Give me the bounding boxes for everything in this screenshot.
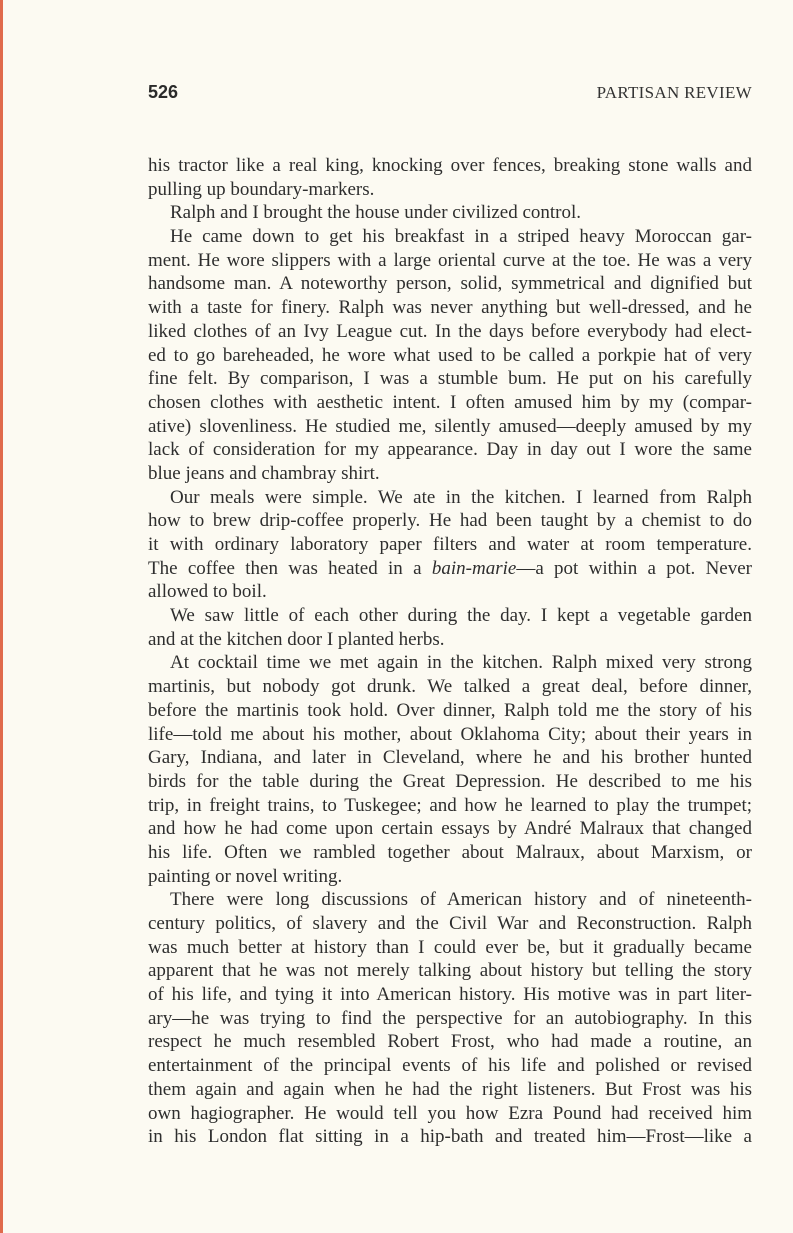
text-segment: lack of consideration for my appearance. Day in day out I wore the same (148, 439, 752, 461)
text-line (148, 249, 752, 273)
text-line (148, 1007, 752, 1031)
text-segment: his life. Often we rambled together about Malraux, about Marxism, or (148, 841, 752, 863)
text-line (148, 959, 752, 983)
text-segment: life—told me about his mother, about Oklahoma City; about their years in (148, 723, 752, 745)
text-line (148, 1125, 752, 1149)
text-segment: blue jeans and chambray shirt. (148, 462, 380, 484)
text-line (148, 936, 752, 960)
body-text (148, 154, 752, 1149)
text-segment: —a pot within a pot. Never (516, 557, 752, 579)
text-line (148, 746, 752, 770)
text-segment: and how he had come upon certain essays by André Malraux that changed (148, 818, 752, 840)
text-line (148, 817, 752, 841)
text-segment: it with ordinary laboratory paper filters and water at room temperature. (148, 534, 752, 555)
text-line (148, 888, 752, 912)
text-line (148, 225, 752, 249)
text-line (148, 1102, 752, 1126)
italic-term: bain-marie (431, 557, 517, 579)
text-segment: He came down to get his breakfast in a striped heavy Moroccan gar- (170, 226, 752, 248)
text-segment: ment. He wore slippers with a large oriental curve at the toe. He was a very (148, 249, 752, 271)
text-segment: his tractor like a real king, knocking over fences, breaking stone walls and (148, 155, 752, 176)
text-segment: Gary, Indiana, and later in Cleveland, where he and his brother hunted (148, 747, 752, 769)
text-segment: There were long discussions of American history and of nineteenth- (170, 889, 752, 911)
text-line (148, 178, 752, 202)
text-segment: century politics, of slavery and the Civil War and Reconstruction. Ralph (148, 913, 752, 934)
text-segment: At cocktail time we met again in the kitchen. Ralph mixed very strong (170, 652, 752, 674)
text-segment: liked clothes of an Ivy League cut. In the days before everybody had elect- (148, 320, 752, 342)
text-segment: ative) slovenliness. He studied me, silently amused—deeply amused by my (148, 415, 752, 437)
page-header (148, 82, 752, 108)
running-head: PARTISAN REVIEW (596, 83, 752, 102)
text-line (148, 865, 752, 889)
text-line (148, 344, 752, 368)
text-segment: was much better at history than I could ever be, but it gradually became (148, 936, 752, 958)
text-line (148, 912, 752, 936)
text-line (148, 604, 752, 628)
text-line (148, 675, 752, 699)
text-line (148, 154, 752, 178)
text-segment: apparent that he was not merely talking about history but telling the story (148, 960, 752, 982)
text-segment: before the martinis took hold. Over dinner, Ralph told me the story of his (148, 699, 752, 721)
text-segment: allowed to boil. (148, 581, 267, 603)
text-line (148, 1054, 752, 1078)
text-line (148, 533, 752, 557)
text-segment: in his London flat sitting in a hip-bath and treated him—Frost—like a (148, 1126, 752, 1148)
text-segment: trip, in freight trains, to Tuskegee; and how he learned to play the trumpet; (148, 794, 752, 816)
text-line (148, 486, 752, 510)
text-segment: respect he much resembled Robert Frost, who had made a routine, an (148, 1031, 752, 1053)
text-line (148, 391, 752, 415)
text-line (148, 272, 752, 296)
text-segment: them again and again when he had the right listeners. But Frost was his (148, 1078, 752, 1100)
text-segment: Our meals were simple. We ate in the kitchen. I learned from Ralph (170, 486, 752, 508)
text-segment: ed to go bareheaded, he wore what used to be called a porkpie hat of very (148, 344, 752, 366)
text-segment: birds for the table during the Great Depression. He described to me his (148, 770, 752, 792)
text-segment: pulling up boundary-markers. (148, 178, 375, 200)
page-number: 526 (148, 82, 179, 102)
text-segment: The coffee then was heated in a (148, 557, 432, 579)
text-line (148, 699, 752, 723)
text-line (148, 723, 752, 747)
text-line (148, 794, 752, 818)
text-line (148, 296, 752, 320)
text-line (148, 983, 752, 1007)
text-segment: fine felt. By comparison, I was a stumble bum. He put on his carefully (148, 368, 752, 390)
text-line (148, 415, 752, 439)
text-line (148, 201, 752, 225)
text-segment: own hagiographer. He would tell you how Ezra Pound had received him (148, 1102, 752, 1124)
text-segment: and at the kitchen door I planted herbs. (148, 628, 445, 650)
text-segment: handsome man. A noteworthy person, solid, symmetrical and dignified but (148, 273, 752, 295)
text-segment: painting or novel writing. (148, 865, 343, 887)
text-segment: of his life, and tying it into American history. His motive was in part liter- (148, 984, 752, 1006)
text-line (148, 841, 752, 865)
text-line (148, 367, 752, 391)
text-segment: with a taste for finery. Ralph was never anything but well-dressed, and he (148, 297, 752, 319)
text-line (148, 770, 752, 794)
text-line (148, 557, 752, 581)
text-segment: Ralph and I brought the house under civilized control. (170, 202, 582, 224)
text-segment: chosen clothes with aesthetic intent. I often amused him by my (compar- (148, 391, 752, 413)
text-line (148, 651, 752, 675)
text-line (148, 580, 752, 604)
text-line (148, 628, 752, 652)
text-segment: martinis, but nobody got drunk. We talked a great deal, before dinner, (148, 676, 752, 698)
text-segment: entertainment of the principal events of his life and polished or revised (148, 1055, 752, 1077)
text-segment: We saw little of each other during the day. I kept a vegetable garden (170, 605, 752, 627)
text-line (148, 509, 752, 533)
text-line (148, 462, 752, 486)
text-line (148, 320, 752, 344)
text-segment: ary—he was trying to find the perspective for an autobiography. In this (148, 1007, 752, 1029)
text-line (148, 1078, 752, 1102)
text-line (148, 1030, 752, 1054)
text-segment: how to brew drip-coffee properly. He had been taught by a chemist to do (148, 510, 752, 532)
page-edge (0, 0, 3, 1233)
text-line (148, 438, 752, 462)
